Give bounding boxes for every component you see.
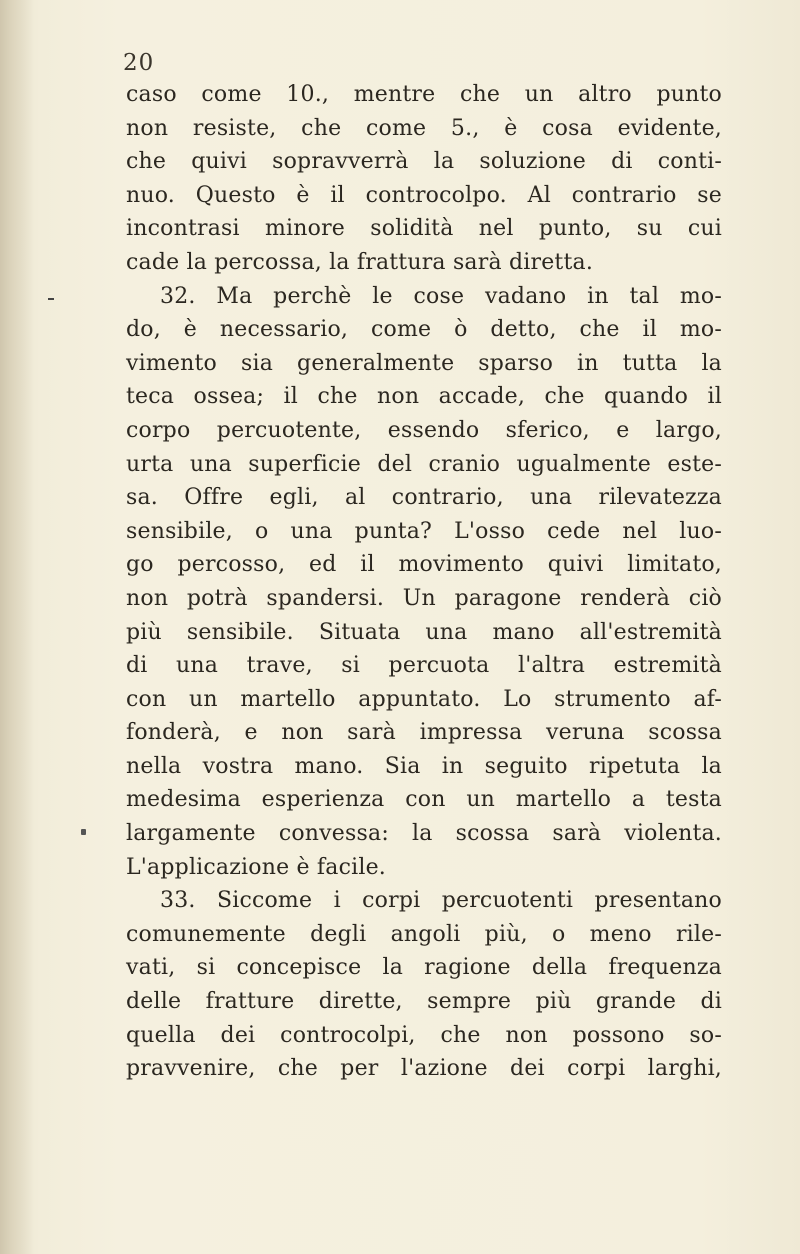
text-line: più sensibile. Situata una mano all'estremità: [126, 619, 722, 645]
binding-shadow: [0, 0, 34, 1254]
text-line: sensibile, o una punta? L'osso cede nel luo-: [126, 518, 722, 544]
margin-mark: [48, 298, 54, 300]
paragraph-start: 33. Siccome i corpi percuotenti presentano: [160, 888, 722, 914]
text-line: sa. Offre egli, al contrario, una rilevatezza: [126, 485, 722, 511]
text-line: nella vostra mano. Sia in seguito ripetuta la: [126, 753, 722, 779]
text-line: di una trave, si percuota l'altra estremità: [126, 653, 722, 679]
text-line: incontrasi minore solidità nel punto, su cui: [126, 216, 722, 242]
text-line: comunemente degli angoli più, o meno rile-: [126, 921, 722, 947]
margin-mark: [81, 829, 86, 835]
text-line: do, è necessario, come ò detto, che il mo-: [126, 317, 722, 343]
text-line: vati, si concepisce la ragione della frequenza: [126, 955, 722, 981]
text-line: caso come 10., mentre che un altro punto: [126, 82, 722, 107]
paragraph-start: 32. Ma perchè le cose vadano in tal mo-: [160, 283, 722, 309]
body-text: [126, 78, 722, 1086]
text-line: nuo. Questo è il controcolpo. Al contrario se: [126, 182, 722, 208]
text-line: delle fratture dirette, sempre più grande di: [126, 989, 722, 1015]
text-line: largamente convessa: la scossa sarà violenta.: [126, 821, 722, 847]
text-line: vimento sia generalmente sparso in tutta la: [126, 350, 722, 376]
text-line: pravvenire, che per l'azione dei corpi larghi,: [126, 1056, 722, 1082]
text-line: L'applicazione è facile.: [126, 854, 386, 880]
text-line: non resiste, che come 5., è cosa evidente,: [126, 115, 722, 141]
text-line: medesima esperienza con un martello a testa: [126, 787, 722, 813]
text-line: cade la percossa, la frattura sarà diretta.: [126, 249, 594, 275]
text-line: quella dei controcolpi, che non possono so-: [126, 1022, 722, 1048]
text-line: fonderà, e non sarà impressa veruna scossa: [126, 720, 722, 746]
text-line: non potrà spandersi. Un paragone renderà ciò: [126, 585, 722, 611]
text-line: con un martello appuntato. Lo strumento af-: [126, 686, 722, 712]
text-line: go percosso, ed il movimento quivi limitato,: [126, 552, 722, 578]
text-line: che quivi sopravverrà la soluzione di conti-: [126, 149, 722, 175]
page-number: 20: [123, 50, 155, 76]
text-line: corpo percuotente, essendo sferico, e largo,: [126, 417, 722, 443]
text-line: teca ossea; il che non accade, che quando il: [126, 384, 722, 410]
text-line: urta una superficie del cranio ugualmente este-: [126, 451, 722, 477]
